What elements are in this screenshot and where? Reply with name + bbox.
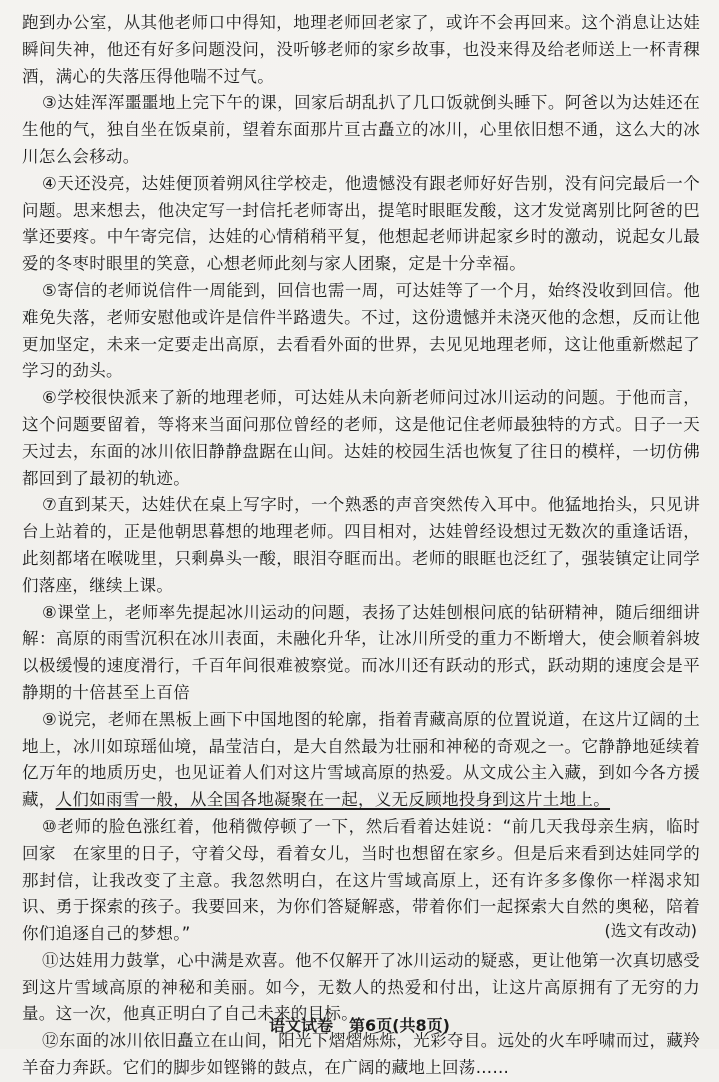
article-body xyxy=(22,10,700,1082)
paragraph-12: ⑫东面的冰川依旧矗立在山间，阳光下熠熠烁烁，光彩夺目。远处的火车呼啸而过，藏羚羊奋力奔跃。它们的脚步如铿锵的鼓点，在广阔的藏地上回荡…… xyxy=(22,1031,700,1078)
paragraph-continued: 跑到办公室，从其他老师口中得知，地理老师回老家了，或许不会再回来。这个消息让达娃瞬间失神，他还有好多问题没问，没听够老师的家乡故事，也没来得及给老师送上一杯青稞酒，满心的失落压得他喘不过气。 xyxy=(22,13,700,86)
paragraph-9 xyxy=(22,707,700,814)
paragraph-8: ⑧课堂上，老师率先提起冰川运动的问题，表扬了达娃刨根问底的钻研精神，随后细细讲解：高原的雨雪沉积在冰川表面，未融化升华，让冰川所受的重力不断增大，使会顺着斜坡以极缓慢的速度滑行，千百年间很难被察觉。而冰川还有跃动的形式，跃动期的速度会是平静期的十倍甚至上百倍 xyxy=(22,602,700,702)
source-note: (选文有改动) xyxy=(604,921,697,940)
paragraph-11: ⑪达娃用力鼓掌，心中满是欢喜。他不仅解开了冰川运动的疑惑，更让他第一次真切感受到这片雪域高原的神秘和美丽。如今，无数人的热爱和付出，让这片高原拥有了无穷的力量。这一次，他真正明白了自己未来的目标。 xyxy=(22,950,700,1024)
paragraph-4: ④天还没亮，达娃便顶着朔风往学校走，他遗憾没有跟老师好好告别，没有问完最后一个问题。思来想去，他决定写一封信托老师寄出，提笔时眼眶发酸，这才发觉离别比阿爸的巴掌还要疼。中午寄完信，达娃的心情稍稍平复，他想起老师讲起家乡时的激动，说起女儿最爱的冬枣时眼里的笑意，心想老师此刻与家人团聚，定是十分幸福。 xyxy=(22,173,700,274)
underlined-sentence: 人们如雨雪一般，从全国各地凝聚在一起，义无反顾地投身到这片土地上。 xyxy=(55,790,611,810)
page-footer: 语文试卷 第6页(共8页) xyxy=(269,1016,450,1035)
paragraph-9-text: ⑨说完，老师在黑板上画下中国地图的轮廓，指着青藏高原的位置说道，在这片辽阔的土地上，冰川如琼瑶仙境，晶莹洁白，是大自然最为壮丽和神秘的奇观之一。它静静地延续着亿万年的地质历史，也见证着人们对这片雪域高原的热爱。从文成公主入藏，到如今各方援藏， xyxy=(22,709,700,810)
paragraph-7: ⑦直到某天，达娃伏在桌上写字时，一个熟悉的声音突然传入耳中。他猛地抬头，只见讲台上站着的，正是他朝思暮想的地理老师。四目相对，达娃曾经设想过无数次的重逢话语，此刻都堵在喉咙里，只剩鼻头一酸，眼泪夺眶而出。老师的眼眶也泛红了，强装镇定让同学们落座，继续上课。 xyxy=(22,495,700,595)
paragraph-5: ⑤寄信的老师说信件一周能到，回信也需一周，可达娃等了一个月，始终没收到回信。他难免失落，老师安慰他或许是信件半路遗失。不过，这份遗憾并未浇灭他的念想，反而让他更加坚定，未来一定要走出高原，去看看外面的世界，去见见地理老师，这让他重新燃起了学习的劲头。 xyxy=(22,280,700,381)
paragraph-10: ⑩老师的脸色涨红着，他稍微停顿了一下，然后看着达娃说：“前几天我母亲生病，临时回家 在家里的日子，守着父母，看着女儿，当时也想留在家乡。但是后来看到达娃同学的那封信，让我改变了主意。我忽然明白，在这片雪域高原上，还有许多多像你一样渴求知识、勇于探索的孩子。我要回来，为你们答疑解惑，带着你们一起探索大自然的奥秘，陪着你们追逐自己的梦想。” xyxy=(22,816,700,944)
paragraph-3: ③达娃浑浑噩噩地上完下午的课，回家后胡乱扒了几口饭就倒头睡下。阿爸以为达娃还在生他的气，独自坐在饭桌前，望着东面那片亘古矗立的冰川，心里依旧想不通，这么大的冰川怎么会移动。 xyxy=(22,93,700,166)
paragraph-6: ⑥学校很快派来了新的地理老师，可达娃从未向新老师问过冰川运动的问题。于他而言，这个问题要留着，等将来当面问那位曾经的老师，这是他记住老师最独特的方式。日子一天天过去，东面的冰川依旧静静盘踞在山间。达娃的校园生活也恢复了往日的模样，一切仿佛都回到了最初的轨迹。 xyxy=(22,388,700,488)
